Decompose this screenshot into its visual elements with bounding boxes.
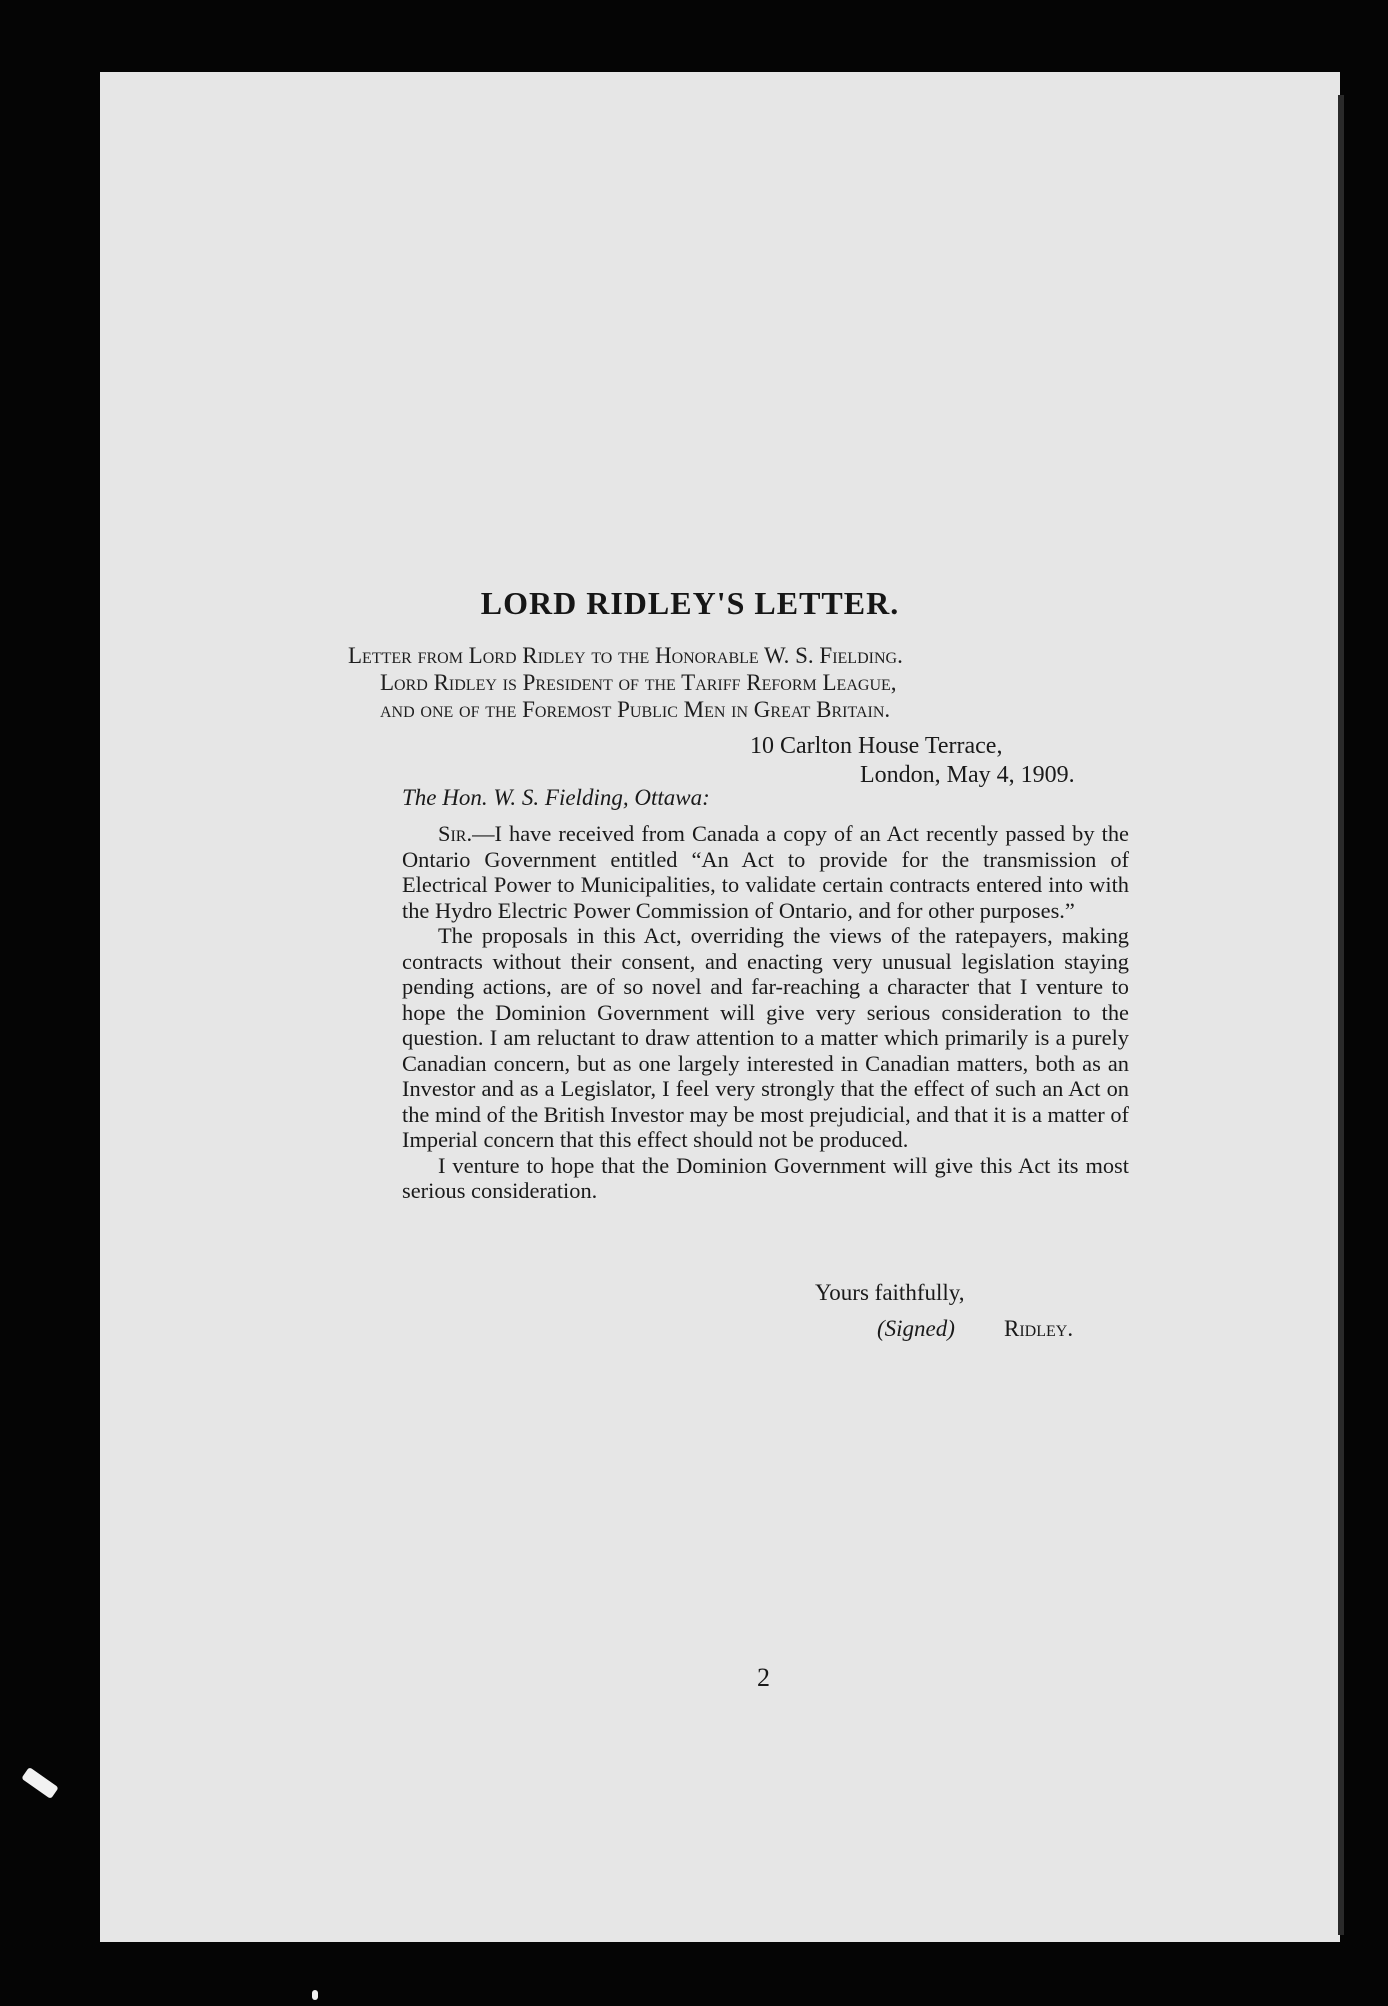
letter-subheading <box>348 642 1140 723</box>
body-paragraph: The proposals in this Act, overriding the views of the ratepayers, making contracts without their consent, and enacting very unusual legislation staying pending actions, are of so novel and far-reaching a character that I venture to hope the Dominion Government will give very serious consideration to the question. I am reluctant to draw attention to a matter which primarily is a purely Canadian concern, but as one largely interested in Canadian matters, both as an Investor and as a Legislator, I feel very strongly that the effect of such an Act on the mind of the British Investor may be most prejudicial, and that it is a matter of Imperial concern that this effect should not be produced. <box>402 923 1129 1152</box>
letter-body <box>402 821 1129 1204</box>
page-edge <box>1338 95 1344 1935</box>
letter-date: London, May 4, 1909. <box>860 762 1075 788</box>
scan-artifact <box>21 1767 59 1799</box>
subheading-line: Lord Ridley is President of the Tariff Reform League, <box>380 670 897 695</box>
paragraph-text: —I have received from Canada a copy of an Act recently passed by the Ontario Government entitled “An Act to provide for the transmission of Electrical Power to Municipalities, to validate certain contracts entered into with the Hydro Electric Power Commission of Ontario, and for other purposes.” <box>402 821 1129 923</box>
body-paragraph <box>402 821 1129 923</box>
signer-name: Ridley. <box>1004 1316 1074 1341</box>
closing: Yours faithfully, <box>815 1280 965 1305</box>
sir-opening: Sir. <box>438 821 473 846</box>
sender-address: 10 Carlton House Terrace, <box>750 733 1003 759</box>
salutation: The Hon. W. S. Fielding, Ottawa: <box>402 785 710 810</box>
letter-title: LORD RIDLEY'S LETTER. <box>480 585 900 621</box>
signed-note: (Signed) <box>877 1316 955 1341</box>
subheading-line: and one of the Foremost Public Men in Great Britain. <box>380 697 891 722</box>
body-paragraph: I venture to hope that the Dominion Government will give this Act its most serious consideration. <box>402 1152 1129 1203</box>
subheading-line: Letter from Lord Ridley to the Honorable W. S. Fielding. <box>348 643 903 668</box>
page-number: 2 <box>757 1663 770 1692</box>
scan-artifact <box>312 1990 318 2000</box>
